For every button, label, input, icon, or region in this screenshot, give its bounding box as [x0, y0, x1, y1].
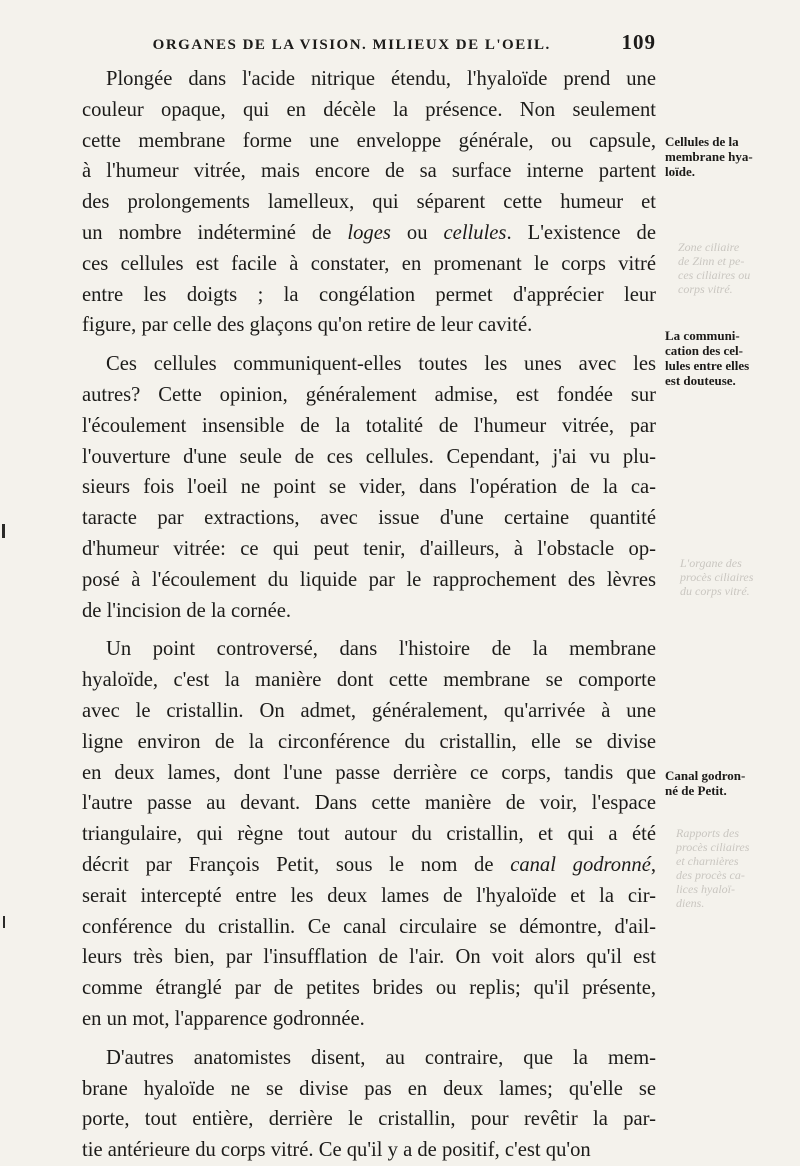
text-line: porte, tout entière, derrière le cristallin, pour revêtir la par-: [82, 1108, 656, 1131]
text-line: un nombre indéterminé de loges ou cellules. L'existence de: [82, 221, 656, 244]
margin-speck: [2, 524, 5, 538]
text-line: taracte par extractions, avec issue d'une certaine quantité: [82, 507, 656, 530]
note-line: des procès ca-: [676, 868, 745, 882]
text-line: l'écoulement insensible de la totalité de l'humeur vitrée, par: [82, 414, 656, 437]
text-line: posé à l'écoulement du liquide par le rapprochement des lèvres: [82, 568, 656, 591]
paragraph: [82, 1043, 656, 1166]
text-line: d'humeur vitrée: ce qui peut tenir, d'ailleurs, à l'obstacle op-: [82, 537, 656, 560]
note-line: et charnières: [676, 854, 739, 868]
running-header: [82, 30, 656, 60]
text-line: des prolongements lamelleux, qui séparent cette humeur et: [82, 191, 656, 214]
note-line: Zone ciliaire: [678, 240, 740, 254]
text-line: en un mot, l'apparence godronnée.: [82, 1007, 365, 1030]
note-line: procès ciliaires: [680, 570, 754, 584]
text-line: sieurs fois l'oeil ne point se vider, dans l'opération de la ca-: [82, 476, 656, 499]
paragraph-gap: [82, 341, 656, 349]
italic-term: canal godronné: [510, 853, 651, 876]
paragraph: [82, 634, 656, 1034]
body-text: [82, 64, 656, 1166]
page-number: 109: [621, 30, 656, 54]
text-line: décrit par François Petit, sous le nom de canal godronné,: [82, 853, 656, 876]
note-line: diens.: [676, 896, 705, 910]
text-line: ligne environ de la circonférence du cristallin, elle se divise: [82, 730, 656, 753]
note-line: corps vitré.: [678, 282, 733, 296]
note-line: Rapports des: [676, 826, 739, 840]
note-line: cation des cel-: [665, 343, 743, 358]
sidenote-communication: [665, 328, 791, 388]
text-line: brane hyaloïde ne se divise pas en deux lames; qu'elle se: [82, 1077, 656, 1100]
note-line: lices hyaloï-: [676, 882, 735, 896]
text-line: D'autres anatomistes disent, au contraire, que la mem-: [106, 1046, 656, 1069]
text-line: figure, par celle des glaçons qu'on retire de leur cavité.: [82, 314, 533, 337]
note-line: L'organe des: [680, 556, 742, 570]
note-line: Cellules de la: [665, 134, 739, 149]
text-line: conférence du cristallin. Ce canal circulaire se démontre, d'ail-: [82, 915, 656, 938]
note-line: ces ciliaires ou: [678, 268, 751, 282]
note-line: membrane hya-: [665, 149, 753, 164]
bleed-through-note: [676, 826, 796, 910]
note-line: loïde.: [665, 164, 695, 179]
text-line: l'ouverture d'une seule de ces cellules. Cependant, j'ai vu plu-: [82, 445, 656, 468]
note-line: est douteuse.: [665, 373, 736, 388]
note-line: lules entre elles: [665, 358, 750, 373]
text-line: couleur opaque, qui en décèle la présence. Non seulement: [82, 98, 656, 121]
note-line: procès ciliaires: [676, 840, 750, 854]
note-line: né de Petit.: [665, 783, 727, 798]
italic-term: cellules: [443, 221, 507, 244]
text-line: Ces cellules communiquent-elles toutes les unes avec les: [106, 353, 656, 376]
text-line: hyaloïde, c'est la manière dont cette membrane se comporte: [82, 669, 656, 692]
note-line: de Zinn et pe-: [678, 254, 745, 268]
bleed-through-note: [678, 240, 798, 296]
note-line: du corps vitré.: [680, 584, 750, 598]
text-line: serait intercepté entre les deux lames de l'hyaloïde et la cir-: [82, 884, 656, 907]
paragraph: [82, 64, 656, 341]
text-line: l'autre passe au devant. Dans cette manière de voir, l'espace: [82, 792, 656, 815]
text-line: avec le cristallin. On admet, généralement, qu'arrivée à une: [82, 699, 656, 722]
italic-term: loges: [347, 221, 391, 244]
text-line: ces cellules est facile à constater, en promenant le corps vitré: [82, 252, 656, 275]
text-line: comme étranglé par de petites brides ou replis; qu'il présente,: [82, 977, 656, 1000]
text-line: à l'humeur vitrée, mais encore de sa surface interne partent: [82, 160, 656, 183]
text-line: Plongée dans l'acide nitrique étendu, l'hyaloïde prend une: [106, 68, 656, 90]
text-line: tie antérieure du corps vitré. Ce qu'il y a de positif, c'est qu'on: [82, 1139, 591, 1162]
text-line: de l'incision de la cornée.: [82, 599, 291, 622]
text-line: entre les doigts ; la congélation permet d'apprécier leur: [82, 283, 656, 306]
note-line: Canal godron-: [665, 768, 746, 783]
text-line: Un point controversé, dans l'histoire de la membrane: [106, 638, 656, 661]
note-line: La communi-: [665, 328, 740, 343]
bleed-through-note: [680, 556, 800, 598]
paragraph-gap: [82, 626, 656, 634]
sidenote-canal: [665, 768, 791, 798]
text-line: leurs très bien, par l'insufflation de l'air. On voit alors qu'il est: [82, 946, 656, 969]
sidenote-cellules: [665, 134, 791, 179]
paragraph: [82, 349, 656, 626]
text-line: cette membrane forme une enveloppe générale, ou capsule,: [82, 129, 656, 152]
text-line: autres? Cette opinion, généralement admise, est fondée sur: [82, 383, 656, 406]
margin-speck: [3, 916, 5, 928]
running-title: ORGANES DE LA VISION. MILIEUX DE L'OEIL.: [152, 37, 551, 53]
paragraph-gap: [82, 1035, 656, 1043]
text-line: triangulaire, qui règne tout autour du cristallin, et qui a été: [82, 823, 656, 846]
text-line: en deux lames, dont l'une passe derrière ce corps, tandis que: [82, 761, 656, 784]
